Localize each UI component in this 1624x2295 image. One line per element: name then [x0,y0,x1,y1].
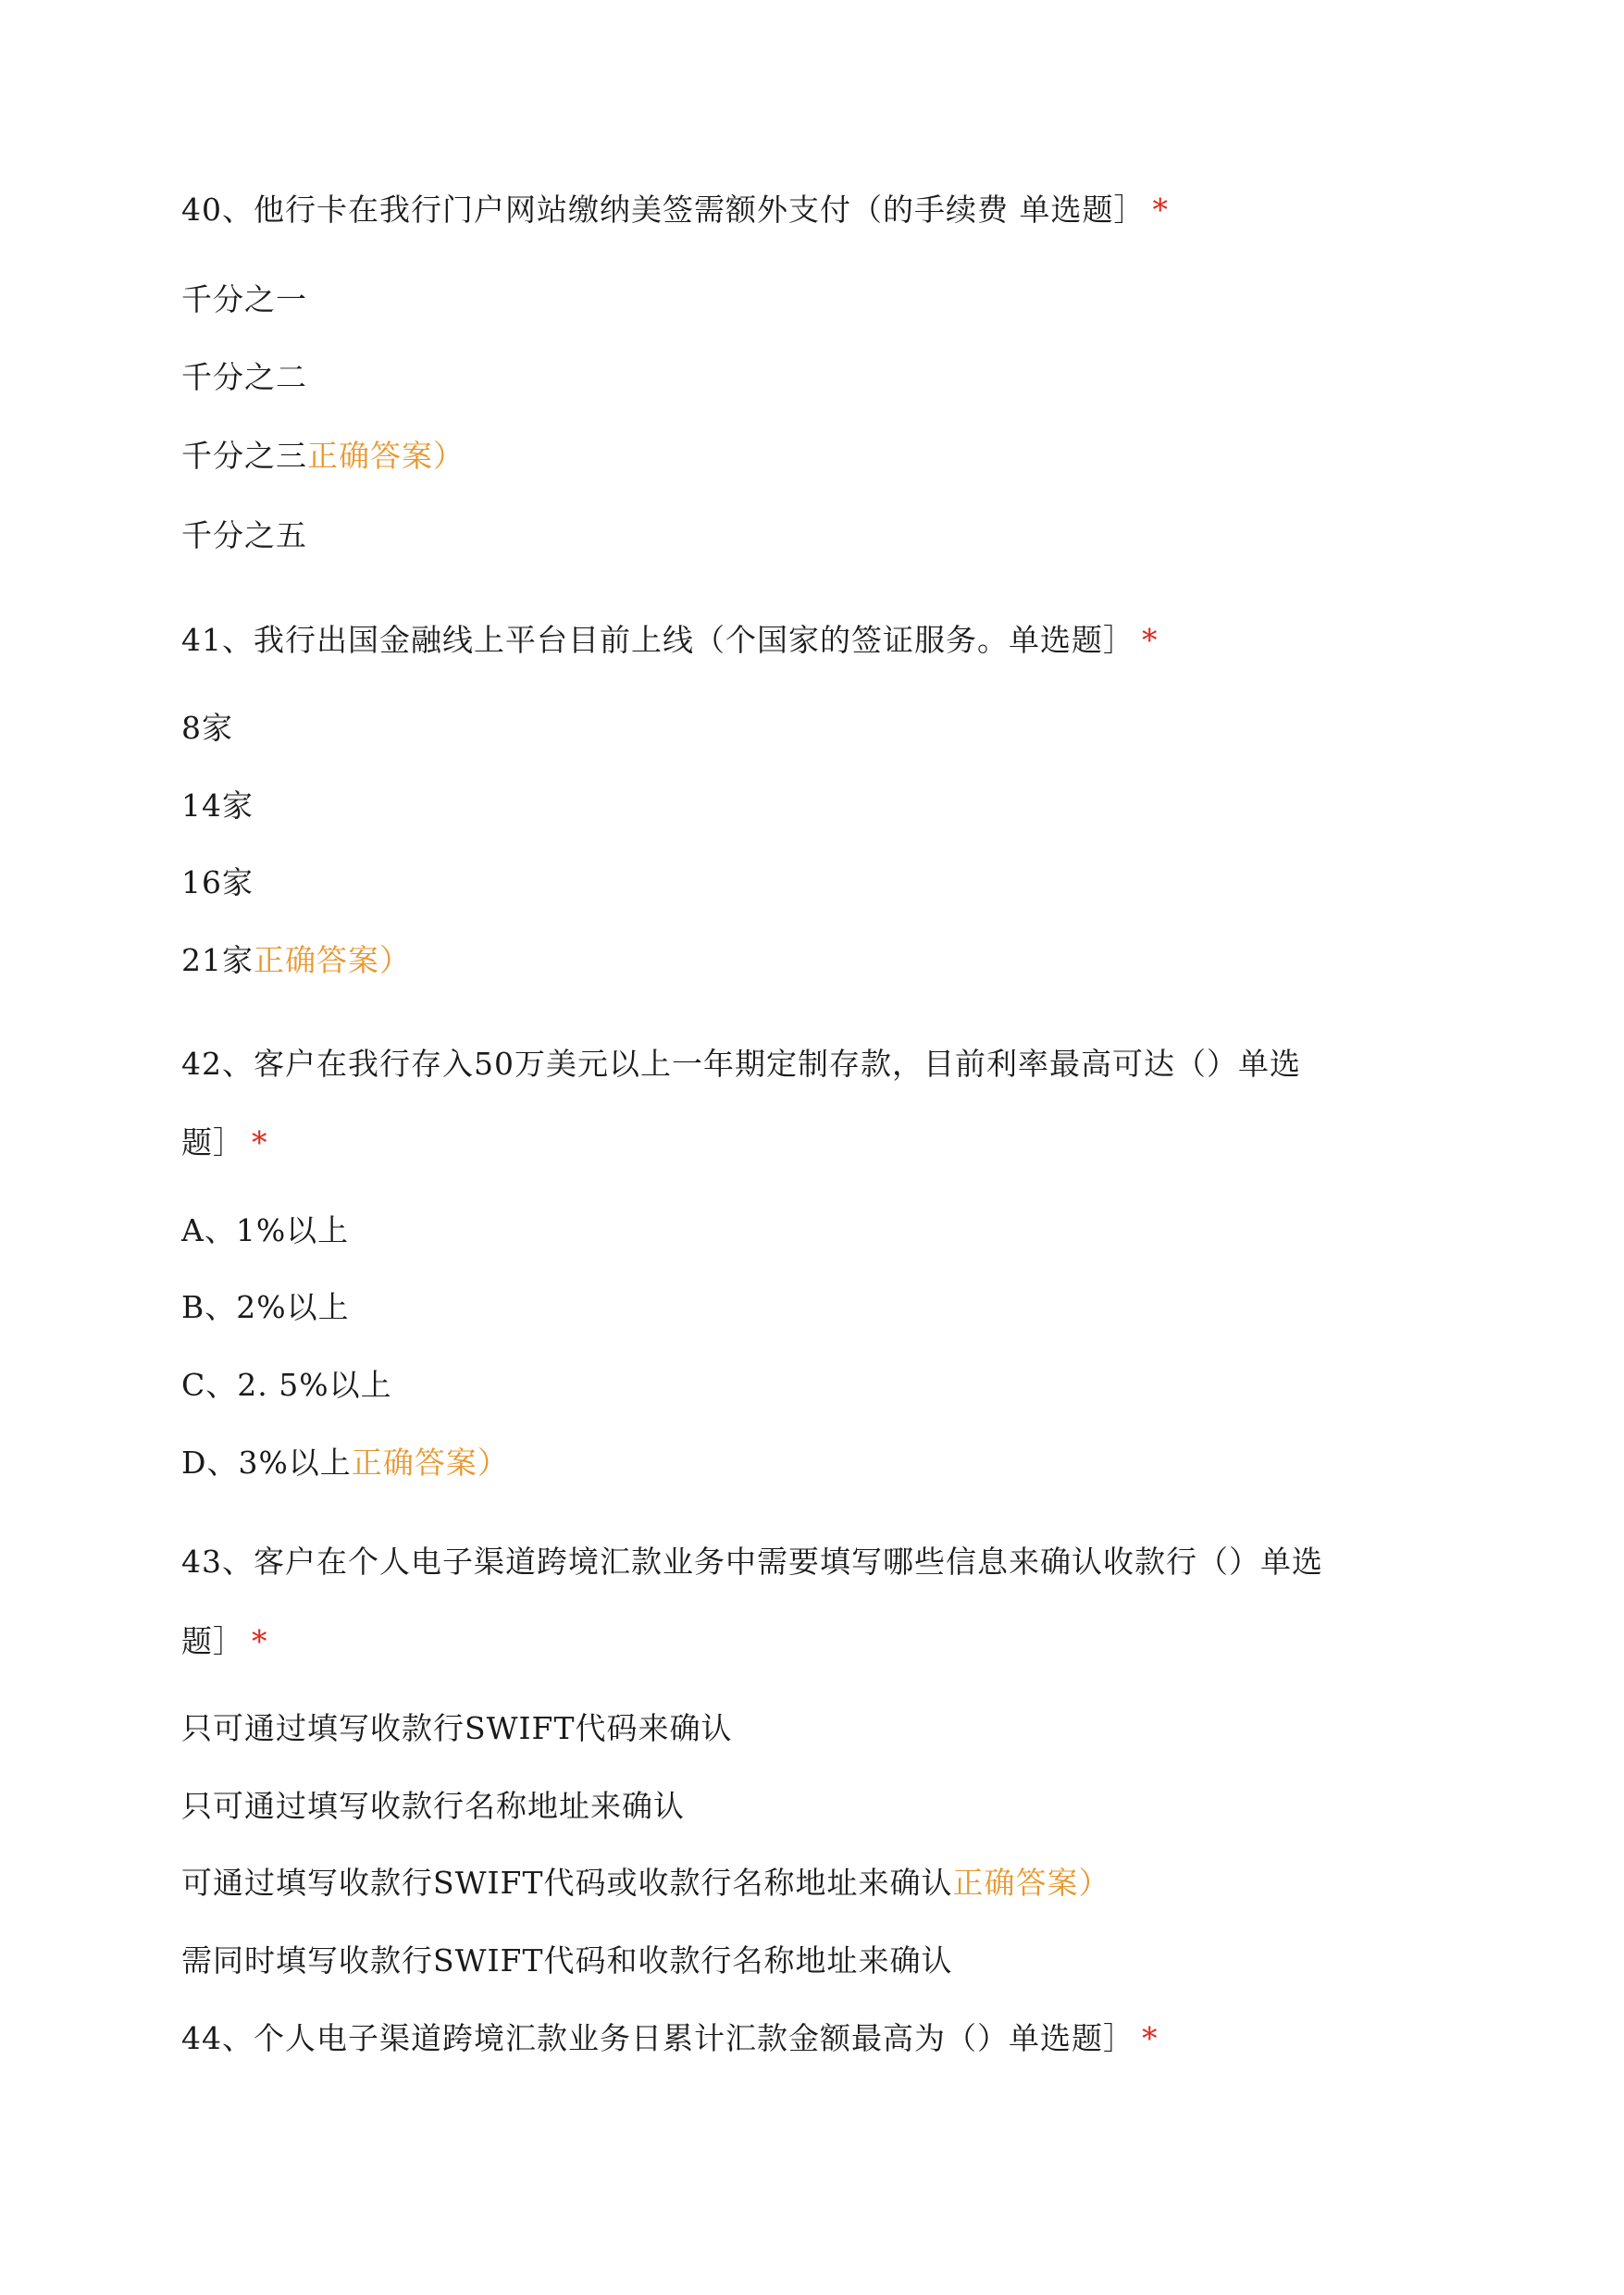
question-40-text: 40、他行卡在我行门户网站缴纳美签需额外支付（的手续费 单选题］ [181,192,1146,228]
q43-option-2 [181,1786,685,1827]
option-text: B、2%以上 [181,1289,350,1325]
option-text: A、1%以上 [181,1212,350,1248]
question-41-text: 41、我行出国金融线上平台目前上线（个国家的签证服务。单选题］ [181,622,1134,658]
option-text: 14家 [181,788,254,824]
question-42-line-1 [181,1044,1301,1085]
q42-option-c [181,1365,392,1406]
q43-option-3 [181,1863,1110,1904]
question-43-text: 43、客户在个人电子渠道跨境汇款业务中需要填写哪些信息来确认收款行（）单选 [181,1544,1323,1580]
correct-answer-mark: 正确答案） [307,438,465,474]
question-44-text: 44、个人电子渠道跨境汇款业务日累计汇款金额最高为（）单选题］ [181,2020,1134,2056]
option-text: 千分之一 [181,281,307,317]
q41-option-4 [181,940,411,981]
correct-answer-mark: 正确答案） [254,942,411,978]
correct-answer-mark: 正确答案） [952,1865,1110,1901]
question-44 [181,2018,1159,2059]
correct-answer-mark: 正确答案） [351,1445,509,1481]
question-42-text: 42、客户在我行存入50万美元以上一年期定制存款，目前利率最高可达（）单选 [181,1046,1301,1082]
question-41 [181,620,1159,661]
required-star: * [1142,2020,1159,2056]
q40-option-2 [181,357,307,398]
question-43-line-1 [181,1542,1323,1582]
option-text: 需同时填写收款行SWIFT代码和收款行名称地址来确认 [181,1942,953,1979]
option-text: 只可通过填写收款行名称地址来确认 [181,1788,685,1824]
q41-option-2 [181,786,254,826]
q42-option-a [181,1210,349,1251]
q40-option-1 [181,279,307,320]
q40-option-4 [181,515,307,556]
option-text: D、3%以上 [181,1445,352,1481]
required-star: * [252,1623,268,1659]
q41-option-3 [181,862,254,903]
option-text: 21家 [181,942,254,978]
option-text: 只可通过填写收款行SWIFT代码来确认 [181,1710,733,1746]
required-star: * [1152,192,1169,228]
option-text: 8家 [181,710,233,746]
q41-option-1 [181,708,233,749]
q43-option-4 [181,1941,952,1981]
q43-option-1 [181,1708,732,1749]
required-star: * [1142,622,1159,658]
q42-option-b [181,1287,350,1328]
option-text: C、2. 5%以上 [181,1367,392,1403]
option-text: 16家 [181,864,254,900]
option-text: 可通过填写收款行SWIFT代码或收款行名称地址来确认 [181,1865,953,1901]
question-40 [181,190,1169,230]
q40-option-3 [181,436,465,477]
question-43-line-2 [181,1621,268,1662]
q42-option-d [181,1443,509,1483]
option-text: 千分之二 [181,359,307,395]
option-text: 千分之五 [181,517,307,553]
question-42-text-cont: 题］ [181,1124,244,1160]
question-42-line-2 [181,1123,268,1163]
question-43-text-cont: 题］ [181,1623,244,1659]
option-text: 千分之三 [181,438,307,474]
required-star: * [252,1124,268,1160]
